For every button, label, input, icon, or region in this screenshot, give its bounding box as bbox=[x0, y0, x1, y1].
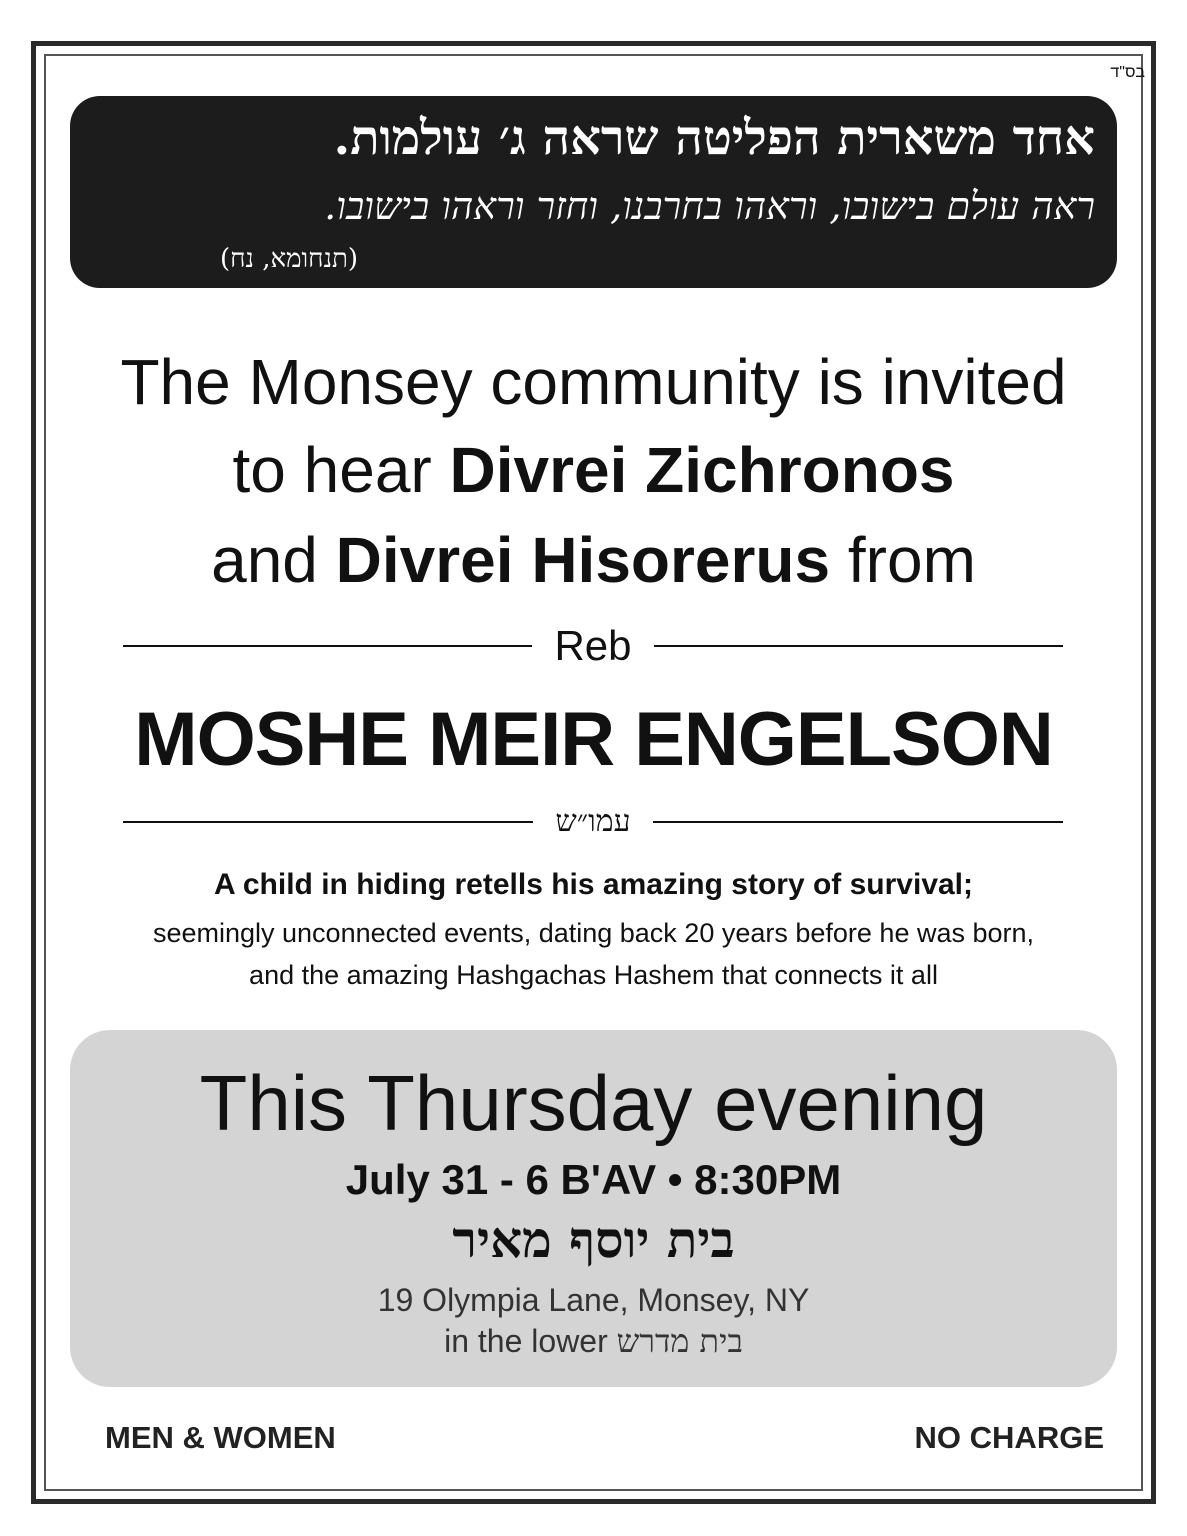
invite-text: to hear bbox=[232, 434, 450, 506]
event-address: 19 Olympia Lane, Monsey, NY bbox=[377, 1282, 810, 1318]
event-venue-hebrew: בית יוסף מאיר bbox=[452, 1210, 735, 1269]
event-date: July 31 - 6 B'AV • 8:30PM bbox=[345, 1156, 842, 1203]
divider-line bbox=[654, 645, 1063, 647]
banner-quote: ראה עולם בישובו, וראהו בחרבנו, וחזר וראהו בישובו. bbox=[324, 184, 1095, 228]
story-line-3: and the amazing Hashgachas Hashem that connects it all bbox=[249, 960, 938, 990]
hebrew-quote-banner bbox=[70, 96, 1117, 288]
invite-text: from bbox=[830, 524, 976, 596]
price-note: NO CHARGE bbox=[914, 1420, 1104, 1455]
divider-line bbox=[653, 821, 1063, 823]
audience-note: MEN & WOMEN bbox=[105, 1420, 336, 1455]
story-headline: A child in hiding retells his amazing story of survival; bbox=[213, 868, 974, 901]
invite-line-1: The Monsey community is invited bbox=[120, 346, 1067, 418]
event-when: This Thursday evening bbox=[199, 1059, 988, 1147]
invite-emphasis: Divrei Zichronos bbox=[449, 434, 955, 506]
event-details-box bbox=[70, 1030, 1117, 1387]
banner-source: (תנחומא, נח) bbox=[220, 244, 359, 274]
invite-emphasis: Divrei Hisorerus bbox=[335, 524, 831, 596]
story-line-2: seemingly unconnected events, dating back 20 years before he was born, bbox=[152, 918, 1035, 948]
invite-line-3 bbox=[0, 524, 1187, 596]
bsd-mark: בס"ד bbox=[1110, 64, 1145, 81]
divider-line bbox=[123, 821, 533, 823]
speaker-title: Reb bbox=[554, 622, 632, 669]
invite-line-2 bbox=[0, 434, 1187, 506]
suffix-divider bbox=[123, 804, 1063, 839]
invite-text: and bbox=[211, 524, 336, 596]
speaker-suffix: עמו״ש bbox=[555, 804, 631, 839]
banner-title: אחד משארית הפליטה שראה ג׳ עולמות. bbox=[333, 110, 1095, 166]
location-hebrew: בית מדרש bbox=[616, 1322, 743, 1360]
reb-divider bbox=[123, 622, 1063, 670]
event-location-note bbox=[70, 1322, 1117, 1360]
location-prefix: in the lower bbox=[444, 1323, 617, 1359]
speaker-name: MOSHE MEIR ENGELSON bbox=[134, 697, 1053, 782]
divider-line bbox=[123, 645, 532, 647]
